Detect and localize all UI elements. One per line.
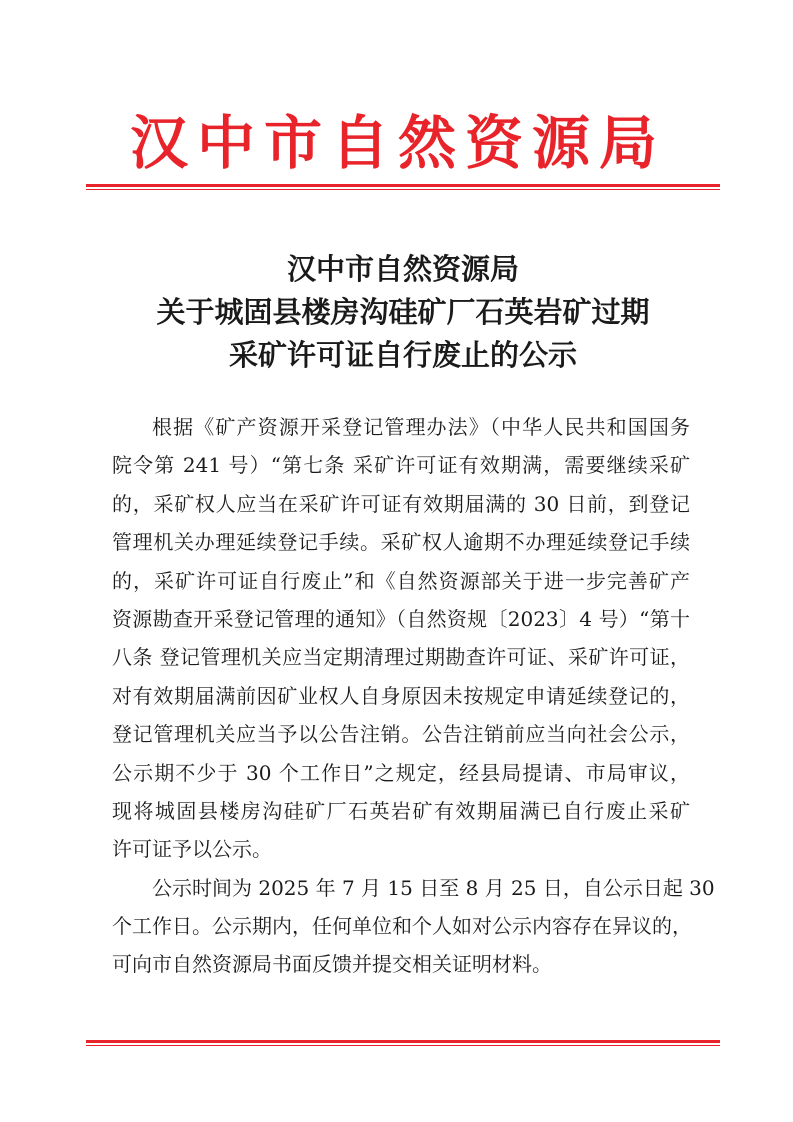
body-line: 可向市自然资源局书面反馈并提交相关证明材料。 (112, 952, 552, 977)
masthead-rule-thick (86, 184, 720, 187)
paragraph-publicity-period (112, 869, 715, 984)
title-line: 汉中市自然资源局 (286, 252, 519, 286)
body-line: 管理机关办理延续登记手续。采矿权人逾期不办理延续登记手续 (112, 530, 690, 555)
body-line: 八条 登记管理机关应当定期清理过期勘查许可证、采矿许可证， (112, 645, 690, 670)
body-line: 的，采矿权人应当在采矿许可证有效期届满的 30 日前，到登记 (112, 491, 690, 516)
issuer-masthead: 汉中市自然资源局 (129, 109, 666, 177)
title-line: 关于城固县楼房沟硅矿厂石英岩矿过期 (156, 295, 650, 329)
masthead-rule-thin (86, 189, 720, 190)
body-line: 现将城固县楼房沟硅矿厂石英岩矿有效期届满已自行废止采矿 (112, 798, 690, 823)
body-line: 根据《矿产资源开采登记管理办法》（中华人民共和国国务 (152, 415, 690, 439)
body-line: 对有效期届满前因矿业权人自身原因未按规定申请延续登记的， (112, 683, 690, 708)
footer-rule-thick (86, 1040, 720, 1043)
body-line: 许可证予以公示。 (112, 837, 272, 862)
body-line: 院令第 241 号）“第七条 采矿许可证有效期满，需要继续采矿 (112, 453, 690, 478)
body-line: 公示期不少于 30 个工作日”之规定，经县局提请、市局审议， (112, 760, 690, 785)
body-line: 个工作日。公示期内，任何单位和个人如对公示内容存在异议的， (112, 914, 692, 939)
body-line: 的，采矿许可证自行废止”和《自然资源部关于进一步完善矿产 (112, 568, 690, 593)
title-line: 采矿许可证自行废止的公示 (228, 338, 577, 372)
body-line: 公示时间为 2025 年 7 月 15 日至 8 月 25 日，自公示日起 30 (152, 875, 715, 900)
document-body (112, 408, 715, 984)
footer-rule-thin (86, 1045, 720, 1046)
paragraph-legal-basis (112, 408, 690, 869)
body-line: 资源勘查开采登记管理的通知》（自然资规〔2023〕4 号）“第十 (112, 606, 690, 631)
document-title (86, 248, 720, 377)
body-line: 登记管理机关应当予以公告注销。公告注销前应当向社会公示， (112, 722, 690, 747)
